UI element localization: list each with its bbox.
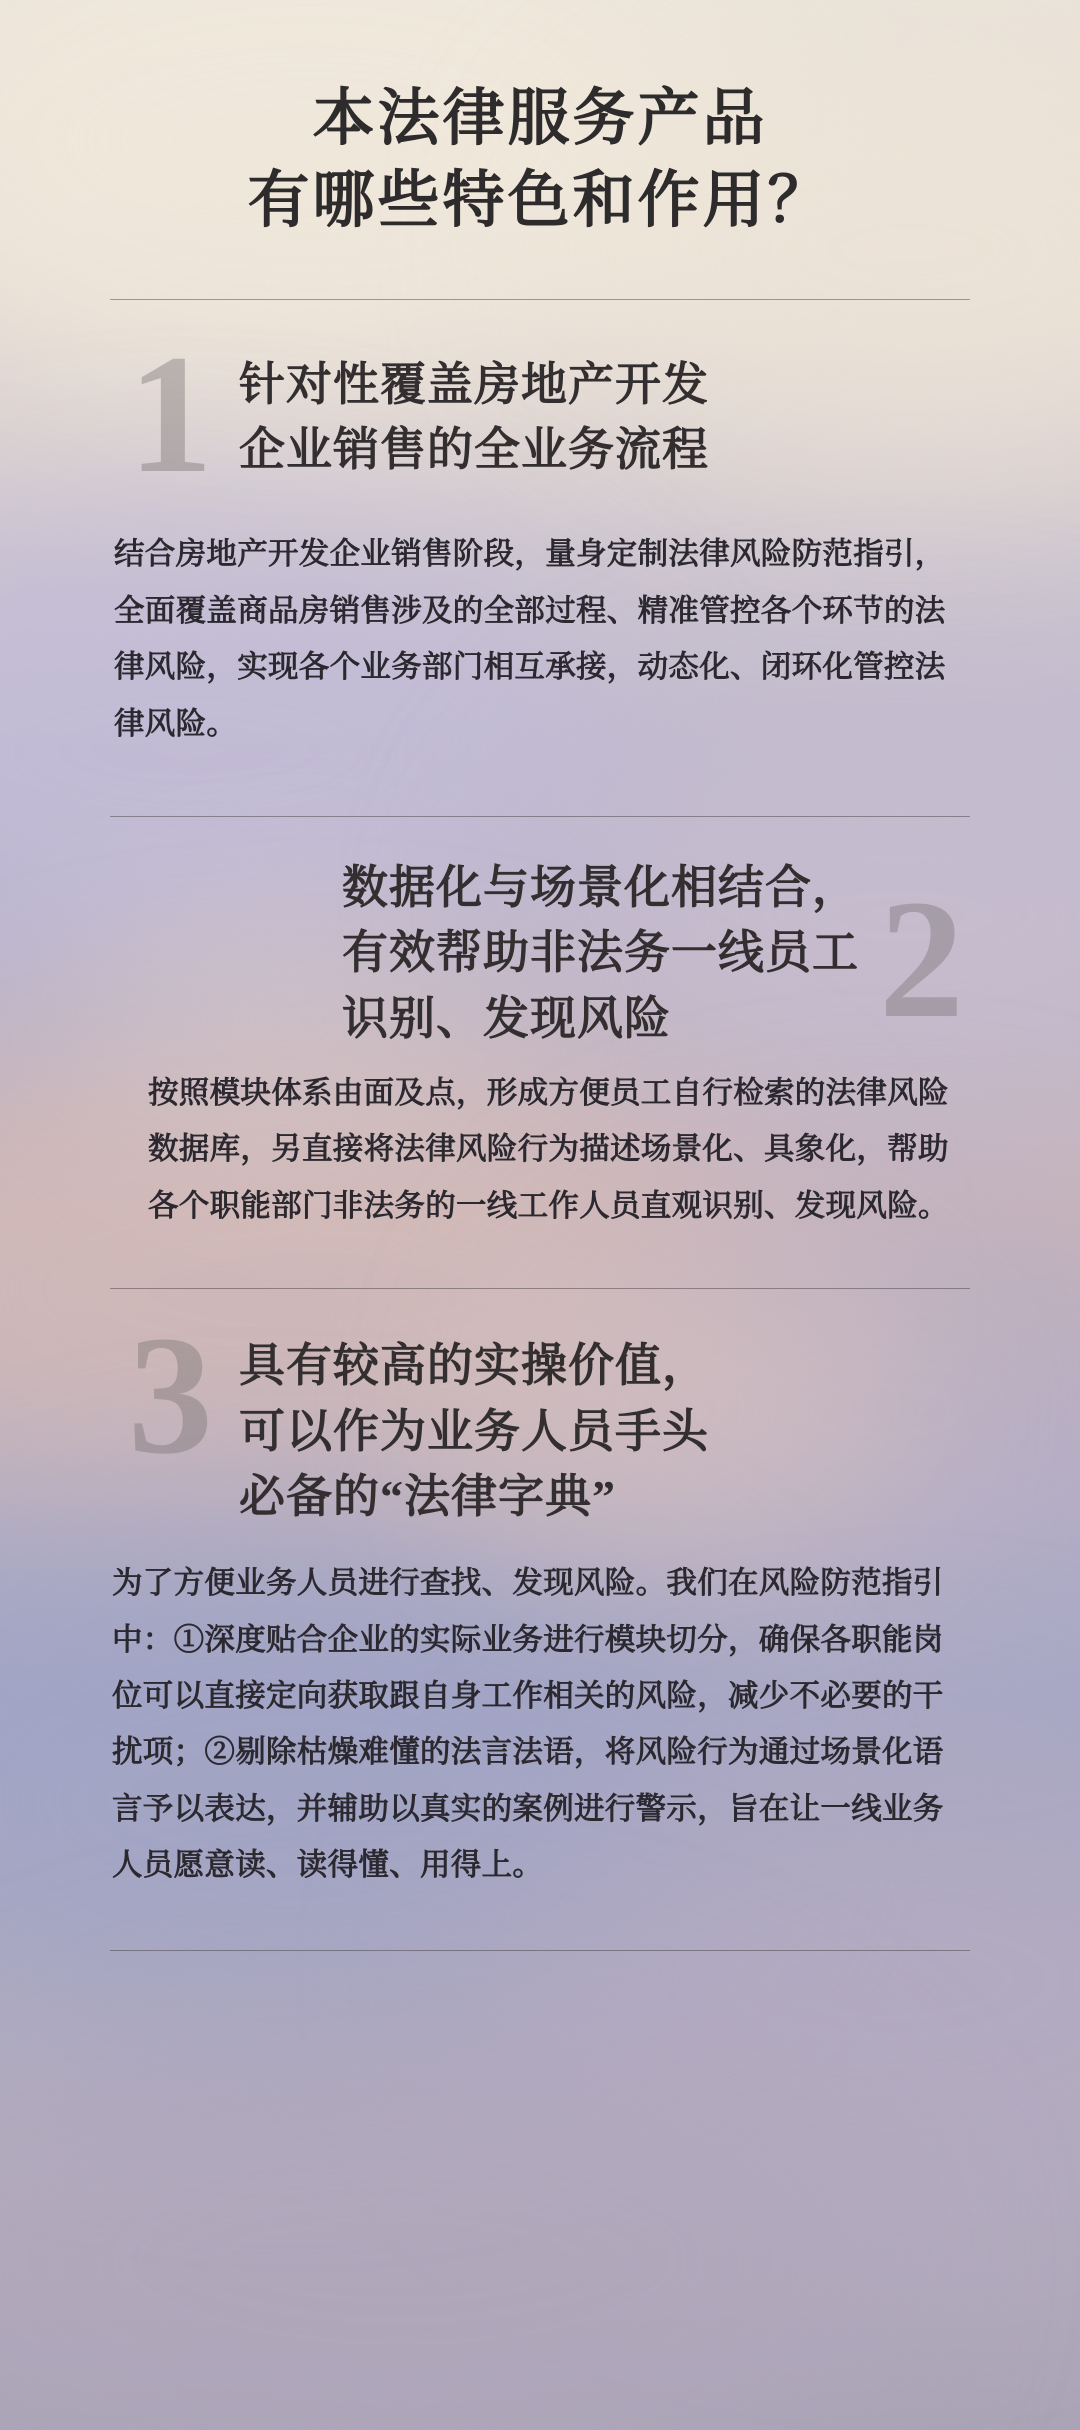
section-3-heading bbox=[239, 1299, 709, 1529]
section-2 bbox=[110, 821, 970, 1234]
section-2-heading-line-3: 识别、发现风险 bbox=[342, 992, 671, 1044]
page-title-line-2: 有哪些特色和作用？ bbox=[247, 167, 833, 236]
section-2-heading bbox=[342, 821, 859, 1051]
section-1-number: 1 bbox=[128, 319, 213, 508]
spacer bbox=[110, 1234, 970, 1288]
section-3-heading-line-2: 可以作为业务人员手头 bbox=[239, 1405, 709, 1457]
section-1-heading-line-1: 针对性覆盖房地产开发 bbox=[239, 358, 709, 410]
divider bbox=[110, 816, 970, 817]
section-2-heading-line-2: 有效帮助非法务一线员工 bbox=[342, 927, 859, 979]
section-2-body: 按照模块体系由面及点，形成方便员工自行检索的法律风险数据库，另直接将法律风险行为描述场景化、具象化，帮助各个职能部门非法务的一线工作人员直观识别、发现风险。 bbox=[148, 1075, 949, 1223]
section-3-number: 3 bbox=[128, 1301, 213, 1490]
section-2-number: 2 bbox=[879, 864, 964, 1053]
section-3-body: 为了方便业务人员进行查找、发现风险。我们在风险防范指引中：①深度贴合企业的实际业务进行模块切分，确保各职能岗位可以直接定向获取跟自身工作相关的风险，减少不必要的干扰项；②剔除枯燥难懂的法言法语，将风险行为通过场景化语言予以表达，并辅助以真实的案例进行警示，旨在让一线业务人员愿意读、读得懂、用得上。 bbox=[112, 1566, 944, 1883]
divider bbox=[110, 1950, 970, 1951]
section-1-header bbox=[110, 318, 970, 508]
section-3-heading-line-3: 必备的“法律字典” bbox=[239, 1470, 616, 1522]
section-1-heading bbox=[239, 318, 709, 483]
section-1-heading-line-2: 企业销售的全业务流程 bbox=[239, 424, 709, 476]
section-2-header bbox=[110, 821, 970, 1051]
divider bbox=[110, 1288, 970, 1289]
section-1 bbox=[110, 318, 970, 752]
section-3 bbox=[110, 1299, 970, 1893]
section-3-header bbox=[110, 1299, 970, 1529]
page-title-line-1: 本法律服务产品 bbox=[312, 85, 768, 153]
section-2-heading-line-1: 数据化与场景化相结合， bbox=[342, 861, 859, 913]
section-3-heading-line-1: 具有较高的实操价值， bbox=[239, 1340, 709, 1392]
spacer bbox=[110, 752, 970, 816]
divider bbox=[110, 299, 970, 300]
section-1-body: 结合房地产开发企业销售阶段，量身定制法律风险防范指引，全面覆盖商品房销售涉及的全部过程、精准管控各个环节的法律风险，实现各个业务部门相互承接，动态化、闭环化管控法律风险。 bbox=[114, 537, 946, 741]
page-title bbox=[110, 0, 970, 243]
spacer bbox=[110, 1894, 970, 1950]
